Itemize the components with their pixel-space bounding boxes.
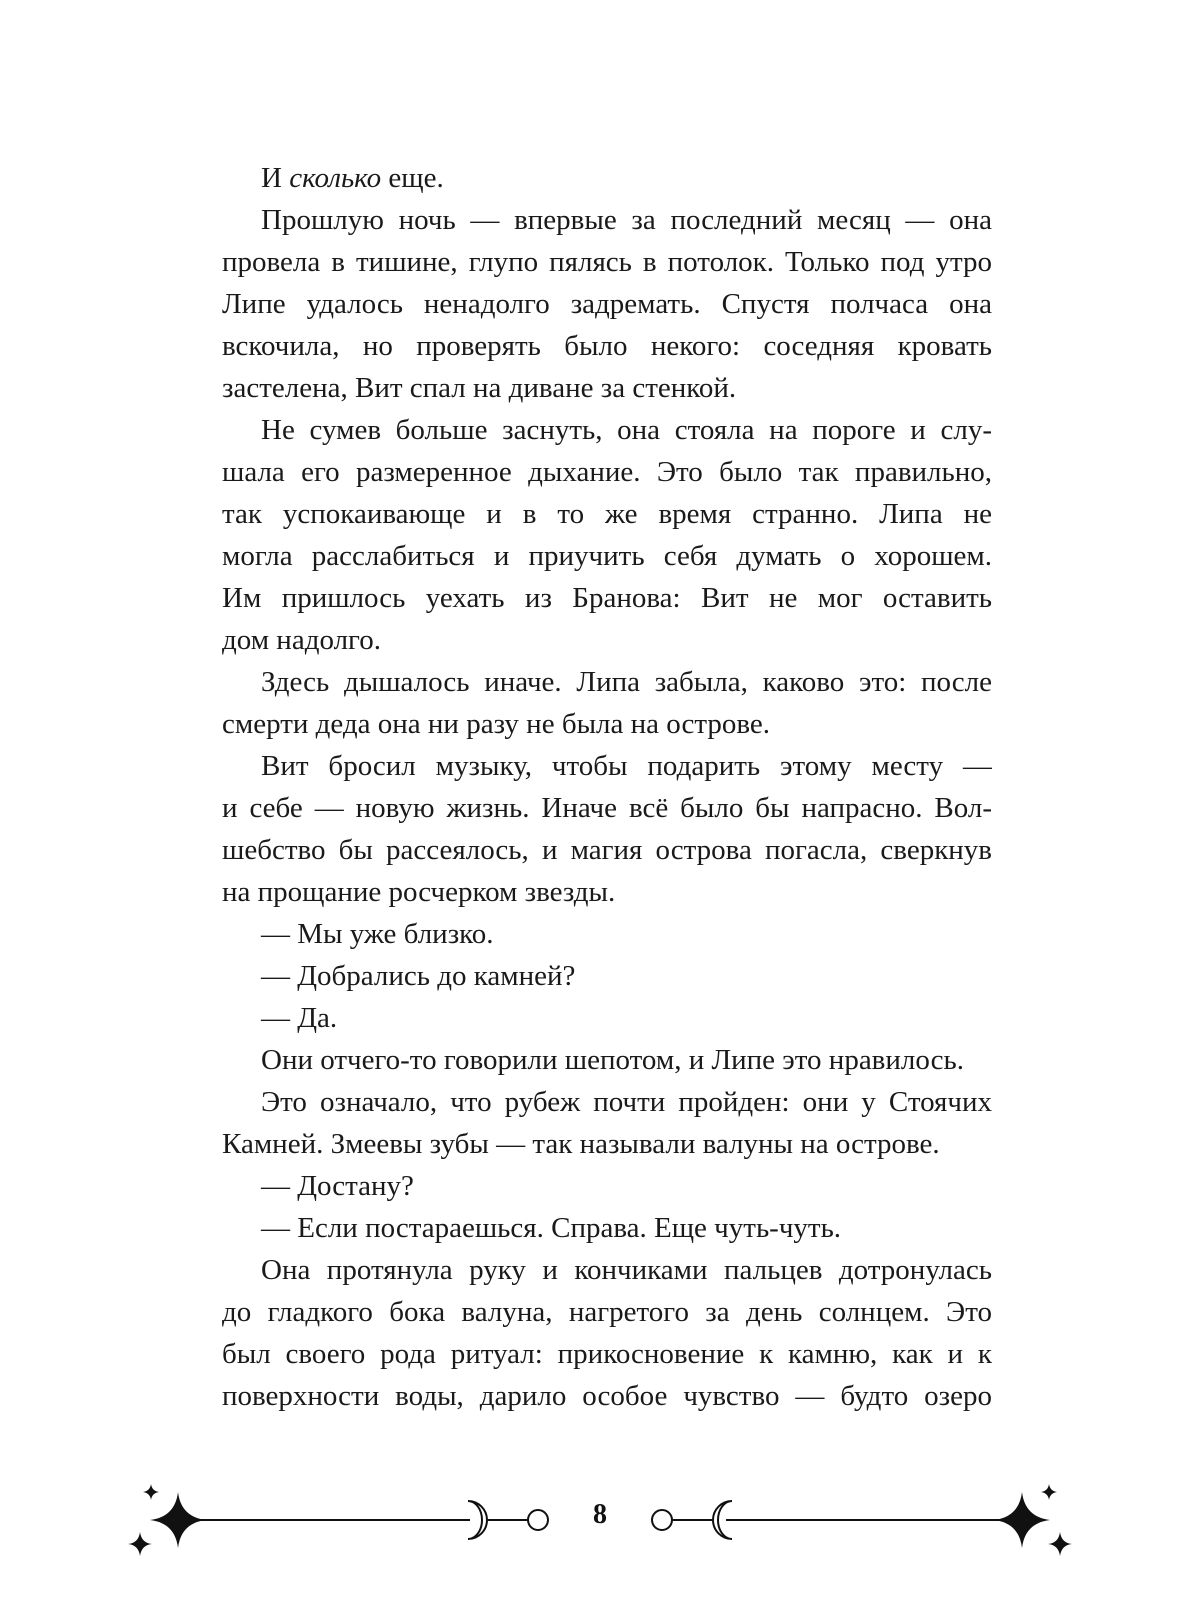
four-point-star-icon	[143, 1484, 159, 1500]
text-line-27: Она протянула руку и кончиками пальцев дотронулась	[261, 1254, 992, 1286]
text-line-29: был своего рода ритуал: прикосновение к камню, как и к	[222, 1338, 992, 1370]
page-number: 8	[593, 1499, 607, 1530]
text-line-5: вскочила, но проверять было некого: соседняя кровать	[222, 330, 992, 362]
text-line-25: — Достану?	[261, 1170, 414, 1202]
text-line-15: Вит бросил музыку, чтобы подарить этому месту —	[261, 750, 992, 782]
text-line-11: Им пришлось уехать из Бранова: Вит не мог оставить	[222, 582, 992, 614]
circle-icon	[652, 1510, 672, 1530]
four-point-star-icon	[1048, 1532, 1072, 1556]
four-point-star-icon	[1041, 1484, 1057, 1500]
text-line-2: Прошлую ночь — впервые за последний месяц — она	[261, 204, 992, 236]
text-line-7: Не сумев больше заснуть, она стояла на пороге и слу-	[261, 414, 992, 446]
text-line-20: — Добрались до камней?	[261, 960, 576, 992]
text-line-13: Здесь дышалось иначе. Липа забыла, каково это: после	[261, 666, 992, 698]
text-line-10: могла расслабиться и приучить себя думать о хорошем.	[222, 540, 992, 572]
text-line-14: смерти деда она ни разу не была на острове.	[222, 708, 771, 740]
text-line-28: до гладкого бока валуна, нагретого за день солнцем. Это	[222, 1296, 992, 1328]
text-line-24: Камней. Змеевы зубы — так называли валуны на острове.	[222, 1128, 940, 1160]
text-line-6: застелена, Вит спал на диване за стенкой.	[222, 372, 737, 404]
circle-icon	[528, 1510, 548, 1530]
text-line-26: — Если постараешься. Справа. Еще чуть-чуть.	[261, 1212, 842, 1244]
crescent-moon-icon	[468, 1501, 487, 1539]
text-line-18: на прощание росчерком звезды.	[222, 876, 616, 908]
text-line-16: и себе — новую жизнь. Иначе всё было бы напрасно. Вол-	[222, 792, 992, 824]
text-line-30: поверхности воды, дарило особое чувство — будто озеро	[222, 1380, 992, 1412]
text-line-9: так успокаивающе и в то же время странно. Липа не	[222, 498, 992, 530]
text-line-8: шала его размеренное дыхание. Это было так правильно,	[222, 456, 992, 488]
text-line-21: — Да.	[261, 1002, 338, 1034]
text-line-22: Они отчего-то говорили шепотом, и Липе это нравилось.	[261, 1044, 964, 1076]
text-line-3: провела в тишине, глупо пялясь в потолок. Только под утро	[222, 246, 992, 278]
text-line-23: Это означало, что рубеж почти пройден: они у Стоячих	[261, 1086, 992, 1118]
text-line-19: — Мы уже близко.	[261, 918, 494, 950]
text-line-4: Липе удалось ненадолго задремать. Спустя полчаса она	[222, 288, 992, 320]
four-point-star-icon	[150, 1492, 206, 1548]
four-point-star-icon	[994, 1492, 1050, 1548]
text-line-17: шебство бы рассеялось, и магия острова погасла, сверкнув	[222, 834, 992, 866]
four-point-star-icon	[128, 1532, 152, 1556]
text-line-12: дом надолго.	[222, 624, 381, 656]
text-line-1: И сколько еще.	[261, 162, 444, 194]
body-text	[222, 157, 992, 1417]
